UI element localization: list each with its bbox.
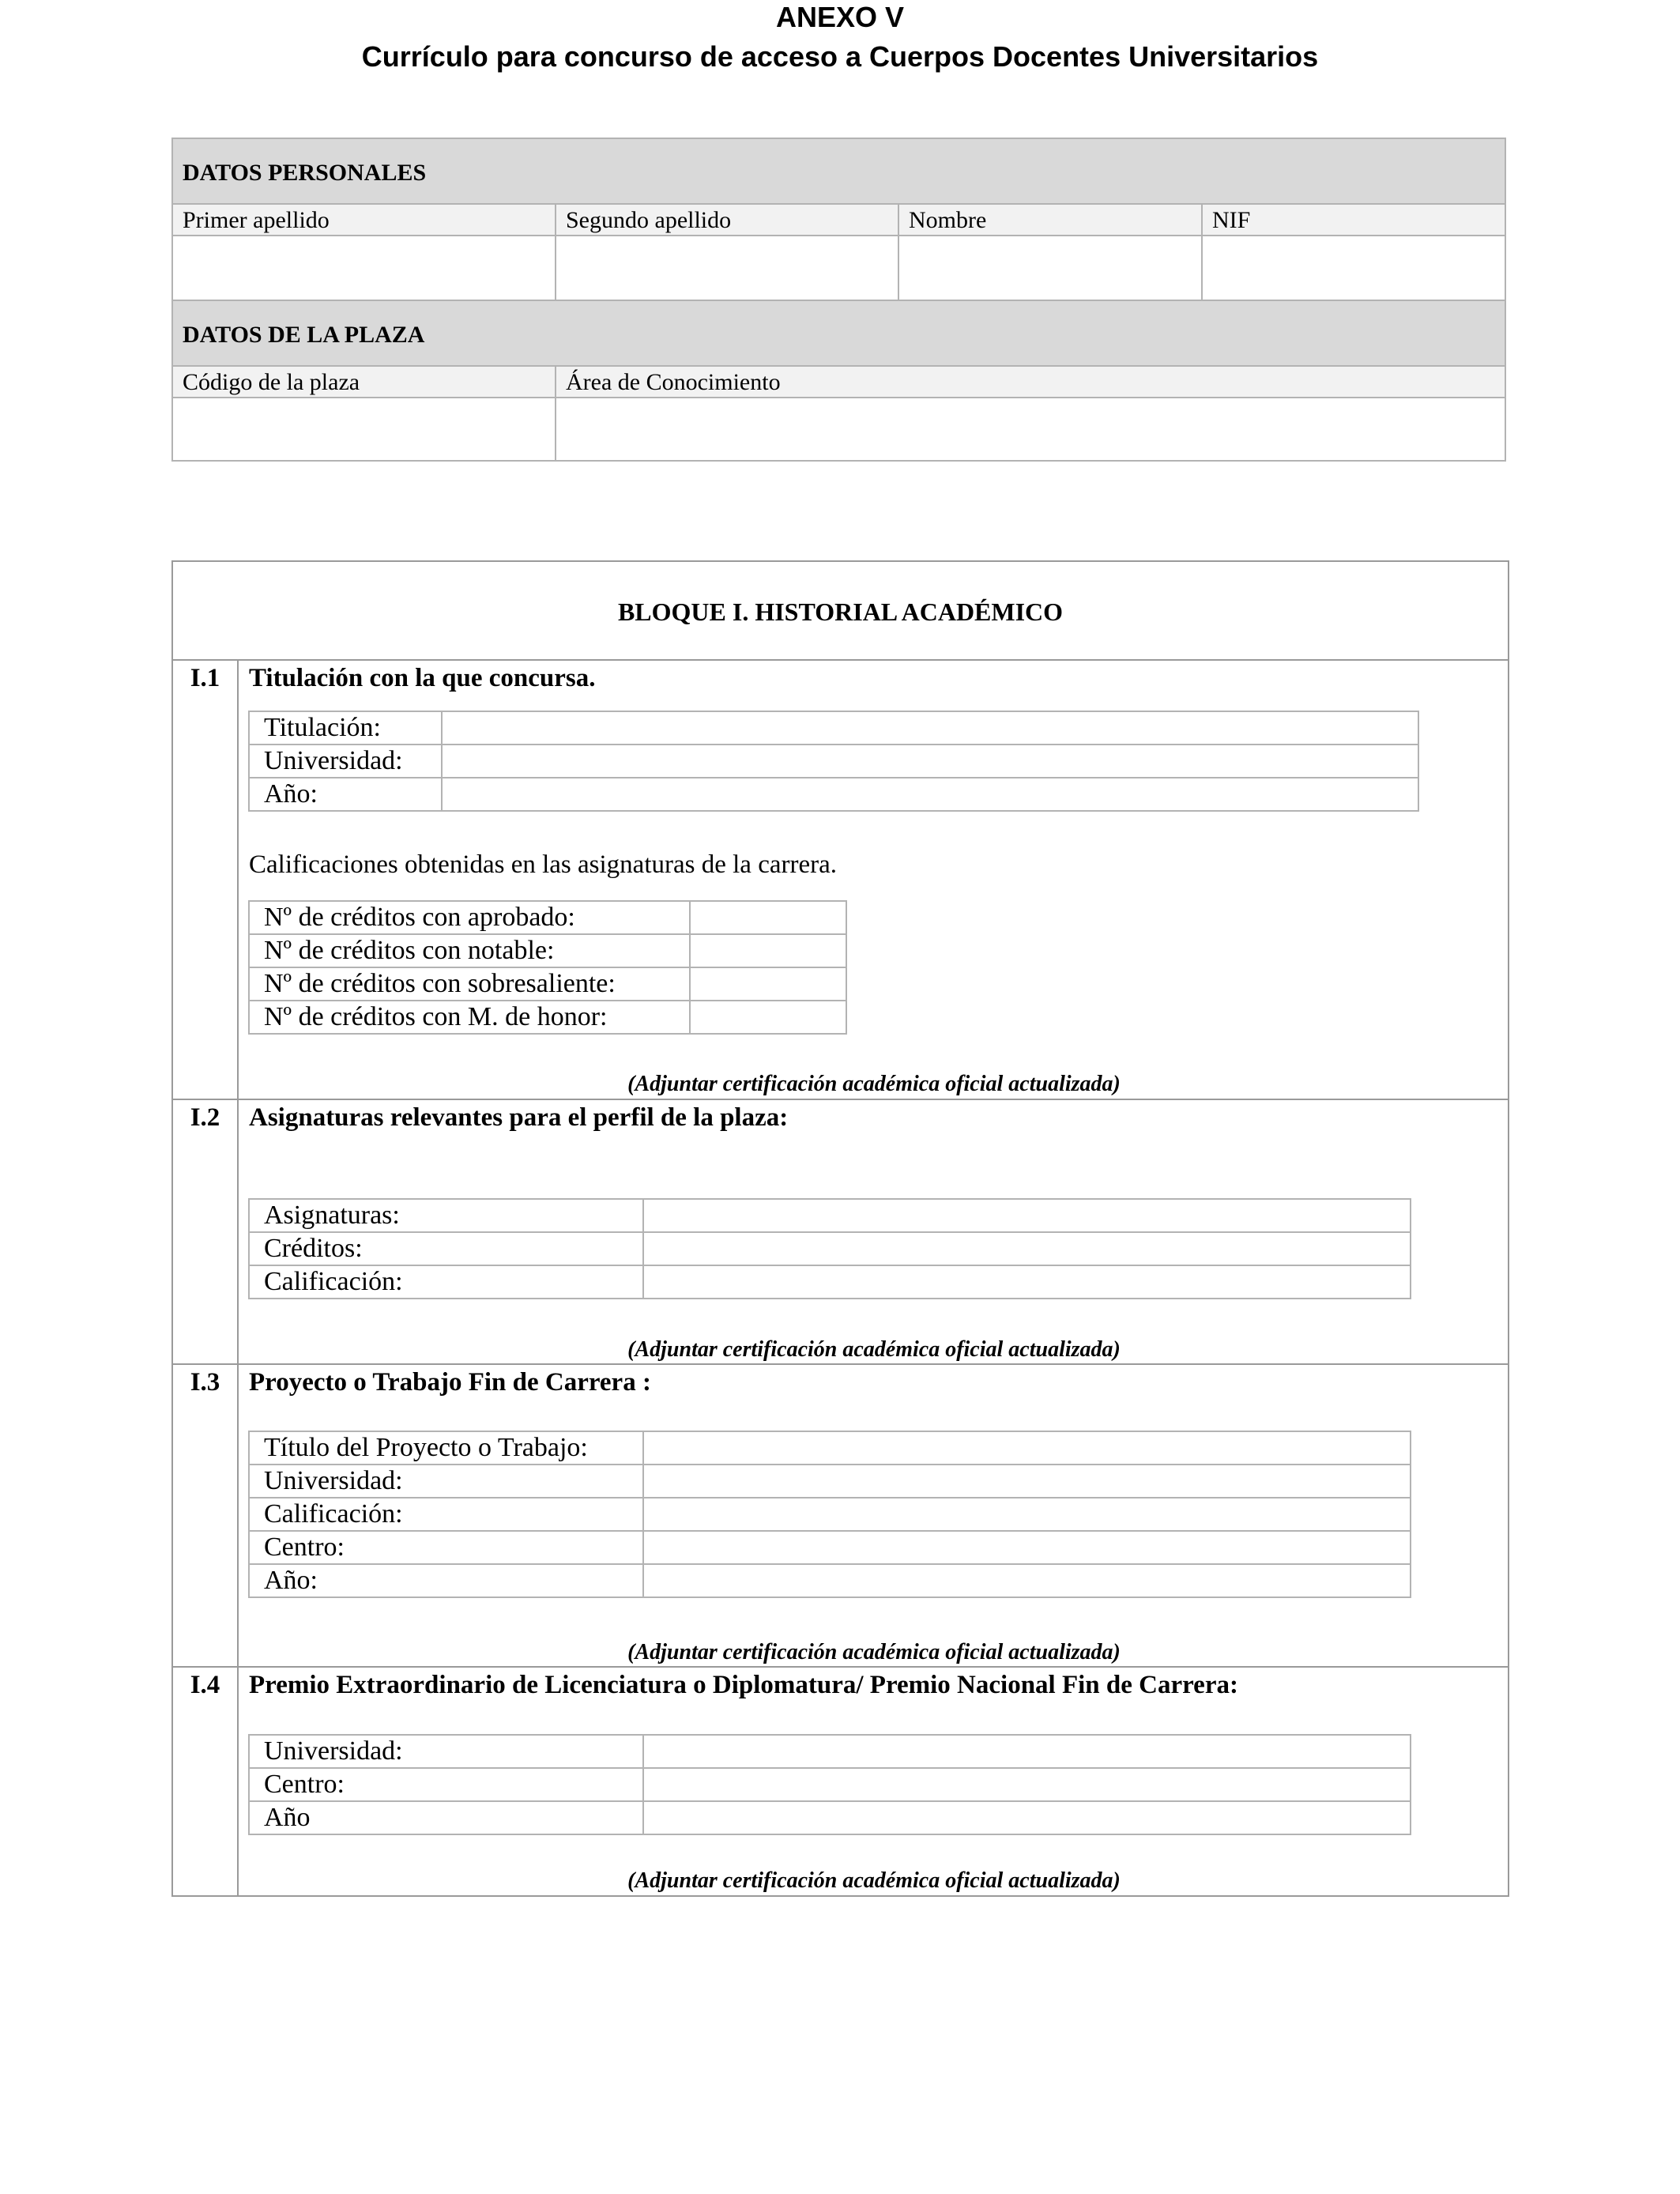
field-label: Nº de créditos con aprobado: <box>249 901 690 934</box>
table-row <box>249 901 846 934</box>
table-row <box>249 967 846 1001</box>
certification-note: (Adjuntar certificación académica oficial actualizada) <box>627 1868 1121 1893</box>
table-row <box>249 1431 1411 1465</box>
field-label: Universidad: <box>249 1735 643 1768</box>
field-label: Universidad: <box>249 1465 643 1498</box>
certification-note: (Adjuntar certificación académica oficial actualizada) <box>627 1640 1121 1664</box>
datos-personales-header <box>171 138 1506 205</box>
section-number-i2: I.2 <box>190 1103 220 1132</box>
column-label: Segundo apellido <box>566 207 732 233</box>
table-row <box>249 1768 1411 1801</box>
universidad-value[interactable] <box>643 1735 1411 1768</box>
column-header-primer-apellido <box>171 203 556 236</box>
titulo-proyecto-value[interactable] <box>643 1431 1411 1465</box>
aprobado-value[interactable] <box>690 901 846 934</box>
field-label: Créditos: <box>249 1232 643 1265</box>
asignaturas-value[interactable] <box>643 1199 1411 1232</box>
nif-field[interactable] <box>1201 235 1506 301</box>
universidad-value[interactable] <box>442 745 1418 778</box>
codigo-plaza-field[interactable] <box>171 397 556 462</box>
sobresaliente-value[interactable] <box>690 967 846 1001</box>
proyecto-table <box>248 1431 1411 1598</box>
section-title-i4: Premio Extraordinario de Licenciatura o Diplomatura/ Premio Nacional Fin de Carrera: <box>249 1671 1238 1699</box>
bloque-title: BLOQUE I. HISTORIAL ACADÉMICO <box>617 598 1064 626</box>
datos-plaza-title: DATOS DE LA PLAZA <box>183 322 425 348</box>
section-title-i3: Proyecto o Trabajo Fin de Carrera : <box>249 1368 651 1397</box>
field-label: Universidad: <box>249 745 442 778</box>
divider <box>171 1099 1509 1100</box>
certification-note: (Adjuntar certificación académica oficial actualizada) <box>627 1337 1121 1362</box>
field-label: Titulación: <box>249 711 442 745</box>
field-label: Centro: <box>249 1531 643 1564</box>
centro-value[interactable] <box>643 1768 1411 1801</box>
creditos-value[interactable] <box>643 1232 1411 1265</box>
table-row <box>249 1265 1411 1299</box>
section-title-i2: Asignaturas relevantes para el perfil de la plaza: <box>249 1103 789 1132</box>
titulacion-table <box>248 711 1419 812</box>
grades-table <box>248 900 847 1035</box>
calificacion-value[interactable] <box>643 1265 1411 1299</box>
column-label: Nombre <box>909 207 987 233</box>
table-row <box>249 1735 1411 1768</box>
field-label: Nº de créditos con M. de honor: <box>249 1001 690 1034</box>
column-header-nombre <box>898 203 1203 236</box>
column-header-area-conocimiento <box>555 365 1506 398</box>
field-label: Año: <box>249 1564 643 1597</box>
datos-plaza-header <box>171 300 1506 367</box>
datos-personales-title: DATOS PERSONALES <box>183 160 427 186</box>
ano-value[interactable] <box>643 1801 1411 1834</box>
notable-value[interactable] <box>690 934 846 967</box>
field-label: Calificación: <box>249 1265 643 1299</box>
number-column-divider <box>237 659 239 1897</box>
table-row <box>249 1232 1411 1265</box>
divider <box>171 659 1509 661</box>
table-row <box>249 1564 1411 1597</box>
table-row <box>249 1801 1411 1834</box>
table-row <box>249 1001 846 1034</box>
table-row <box>249 711 1418 745</box>
titulacion-value[interactable] <box>442 711 1418 745</box>
calificacion-value[interactable] <box>643 1498 1411 1531</box>
section-number-i1: I.1 <box>190 664 220 692</box>
centro-value[interactable] <box>643 1531 1411 1564</box>
field-label: Centro: <box>249 1768 643 1801</box>
column-label: Primer apellido <box>183 207 330 233</box>
column-label: Código de la plaza <box>183 369 360 395</box>
field-label: Asignaturas: <box>249 1199 643 1232</box>
universidad-value[interactable] <box>643 1465 1411 1498</box>
grades-intro: Calificaciones obtenidas en las asignaturas de la carrera. <box>249 850 837 879</box>
section-number-i4: I.4 <box>190 1671 220 1699</box>
document-subtitle: Currículo para concurso de acceso a Cuerpos Docentes Universitarios <box>361 40 1319 73</box>
field-label: Año: <box>249 778 442 811</box>
matricula-honor-value[interactable] <box>690 1001 846 1034</box>
asignaturas-table <box>248 1198 1411 1299</box>
column-label: Área de Conocimiento <box>566 369 781 395</box>
table-row <box>249 934 846 967</box>
annex-title: ANEXO V <box>775 1 905 33</box>
section-number-i3: I.3 <box>190 1368 220 1397</box>
ano-value[interactable] <box>442 778 1418 811</box>
table-row <box>249 1498 1411 1531</box>
table-row <box>249 745 1418 778</box>
table-row <box>249 1465 1411 1498</box>
divider <box>171 1666 1509 1668</box>
column-header-codigo-plaza <box>171 365 556 398</box>
area-conocimiento-field[interactable] <box>555 397 1506 462</box>
column-header-nif <box>1201 203 1506 236</box>
column-header-segundo-apellido <box>555 203 899 236</box>
segundo-apellido-field[interactable] <box>555 235 899 301</box>
table-row <box>249 1531 1411 1564</box>
nombre-field[interactable] <box>898 235 1203 301</box>
field-label: Nº de créditos con notable: <box>249 934 690 967</box>
column-label: NIF <box>1212 207 1251 233</box>
ano-value[interactable] <box>643 1564 1411 1597</box>
field-label: Año <box>249 1801 643 1834</box>
certification-note: (Adjuntar certificación académica oficial actualizada) <box>627 1072 1121 1096</box>
field-label: Calificación: <box>249 1498 643 1531</box>
premio-table <box>248 1734 1411 1835</box>
primer-apellido-field[interactable] <box>171 235 556 301</box>
field-label: Nº de créditos con sobresaliente: <box>249 967 690 1001</box>
field-label: Título del Proyecto o Trabajo: <box>249 1431 643 1465</box>
section-title-i1: Titulación con la que concursa. <box>249 664 596 692</box>
table-row <box>249 1199 1411 1232</box>
table-row <box>249 778 1418 811</box>
divider <box>171 1363 1509 1365</box>
